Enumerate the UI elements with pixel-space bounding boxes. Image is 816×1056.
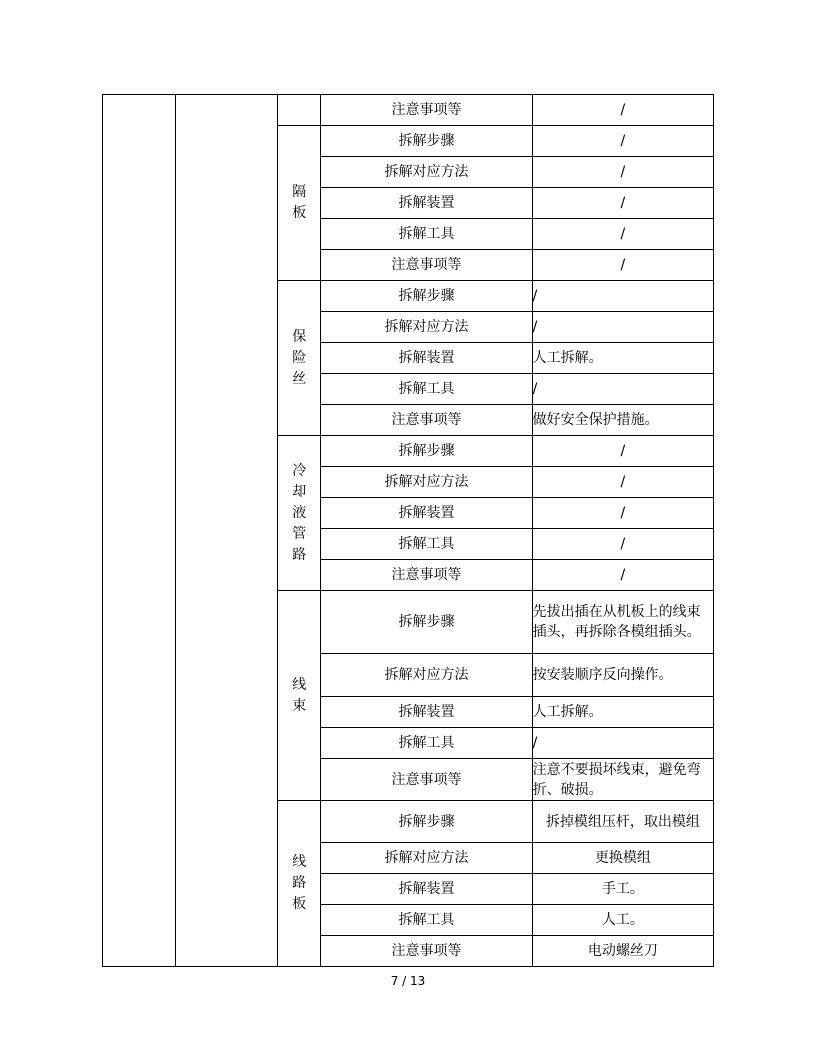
group-name: 保险丝 <box>292 328 307 387</box>
page-number: 7 / 13 <box>390 974 426 988</box>
row-label: 拆解对应方法 <box>321 654 532 697</box>
group-name-cell <box>278 126 321 281</box>
row-label: 拆解步骤 <box>321 436 532 467</box>
row-label: 拆解步骤 <box>321 801 532 843</box>
row-label: 拆解装置 <box>321 697 532 728</box>
row-value: / <box>532 219 713 250</box>
group-name-cell <box>278 436 321 591</box>
group-name-cell <box>278 591 321 801</box>
row-value: 注意不要损坏线束，避免弯折、破损。 <box>532 759 713 801</box>
row-value: 人工拆解。 <box>532 697 713 728</box>
row-label: 拆解步骤 <box>321 126 532 157</box>
row-value: / <box>532 498 713 529</box>
row-label: 拆解装置 <box>321 874 532 905</box>
row-label: 拆解步骤 <box>321 591 532 654</box>
row-value: / <box>532 126 713 157</box>
row-value: / <box>532 188 713 219</box>
row-label: 拆解工具 <box>321 905 532 936</box>
row-value: / <box>532 281 713 312</box>
row-label: 拆解对应方法 <box>321 157 532 188</box>
group-name: 隔板 <box>292 184 307 221</box>
group-name: 冷却液管路 <box>292 462 307 563</box>
table-row <box>103 95 714 126</box>
row-value: / <box>532 374 713 405</box>
group-name-cell <box>278 801 321 967</box>
row-label: 拆解装置 <box>321 498 532 529</box>
row-value: / <box>532 250 713 281</box>
row-value: / <box>532 728 713 759</box>
group-name: 线路板 <box>292 854 307 912</box>
row-value: 拆掉模组压杆，取出模组 <box>532 801 713 843</box>
row-value: 电动螺丝刀 <box>532 936 713 967</box>
row-label: 注意事项等 <box>321 560 532 591</box>
row-value: 按安装顺序反向操作。 <box>532 654 713 697</box>
row-label: 注意事项等 <box>321 759 532 801</box>
row-label: 拆解工具 <box>321 219 532 250</box>
group-name-cell <box>278 281 321 436</box>
row-value: / <box>532 157 713 188</box>
row-label: 拆解对应方法 <box>321 312 532 343</box>
row-value: 人工。 <box>532 905 713 936</box>
row-label: 拆解工具 <box>321 374 532 405</box>
row-value: 手工。 <box>532 874 713 905</box>
group-name: 线束 <box>292 676 307 714</box>
row-value: 更换模组 <box>532 843 713 874</box>
disassembly-table <box>102 94 714 967</box>
row-value: 做好安全保护措施。 <box>532 405 713 436</box>
empty-column-1 <box>103 95 176 967</box>
row-label: 拆解对应方法 <box>321 467 532 498</box>
row-label: 拆解对应方法 <box>321 843 532 874</box>
row-label: 拆解装置 <box>321 188 532 219</box>
row-value: / <box>532 312 713 343</box>
empty-group-cell <box>278 95 321 126</box>
row-label: 注意事项等 <box>321 936 532 967</box>
row-label: 拆解工具 <box>321 728 532 759</box>
row-value: 先拔出插在从机板上的线束插头，再拆除各模组插头。 <box>532 591 713 654</box>
row-label: 注意事项等 <box>321 95 532 126</box>
row-label: 拆解装置 <box>321 343 532 374</box>
row-label: 拆解工具 <box>321 529 532 560</box>
row-value: 人工拆解。 <box>532 343 713 374</box>
row-value: / <box>532 560 713 591</box>
row-value: / <box>532 467 713 498</box>
empty-column-2 <box>176 95 278 967</box>
row-value: / <box>532 436 713 467</box>
row-label: 注意事项等 <box>321 250 532 281</box>
row-label: 注意事项等 <box>321 405 532 436</box>
row-label: 拆解步骤 <box>321 281 532 312</box>
row-value: / <box>532 529 713 560</box>
row-value: / <box>532 95 713 126</box>
